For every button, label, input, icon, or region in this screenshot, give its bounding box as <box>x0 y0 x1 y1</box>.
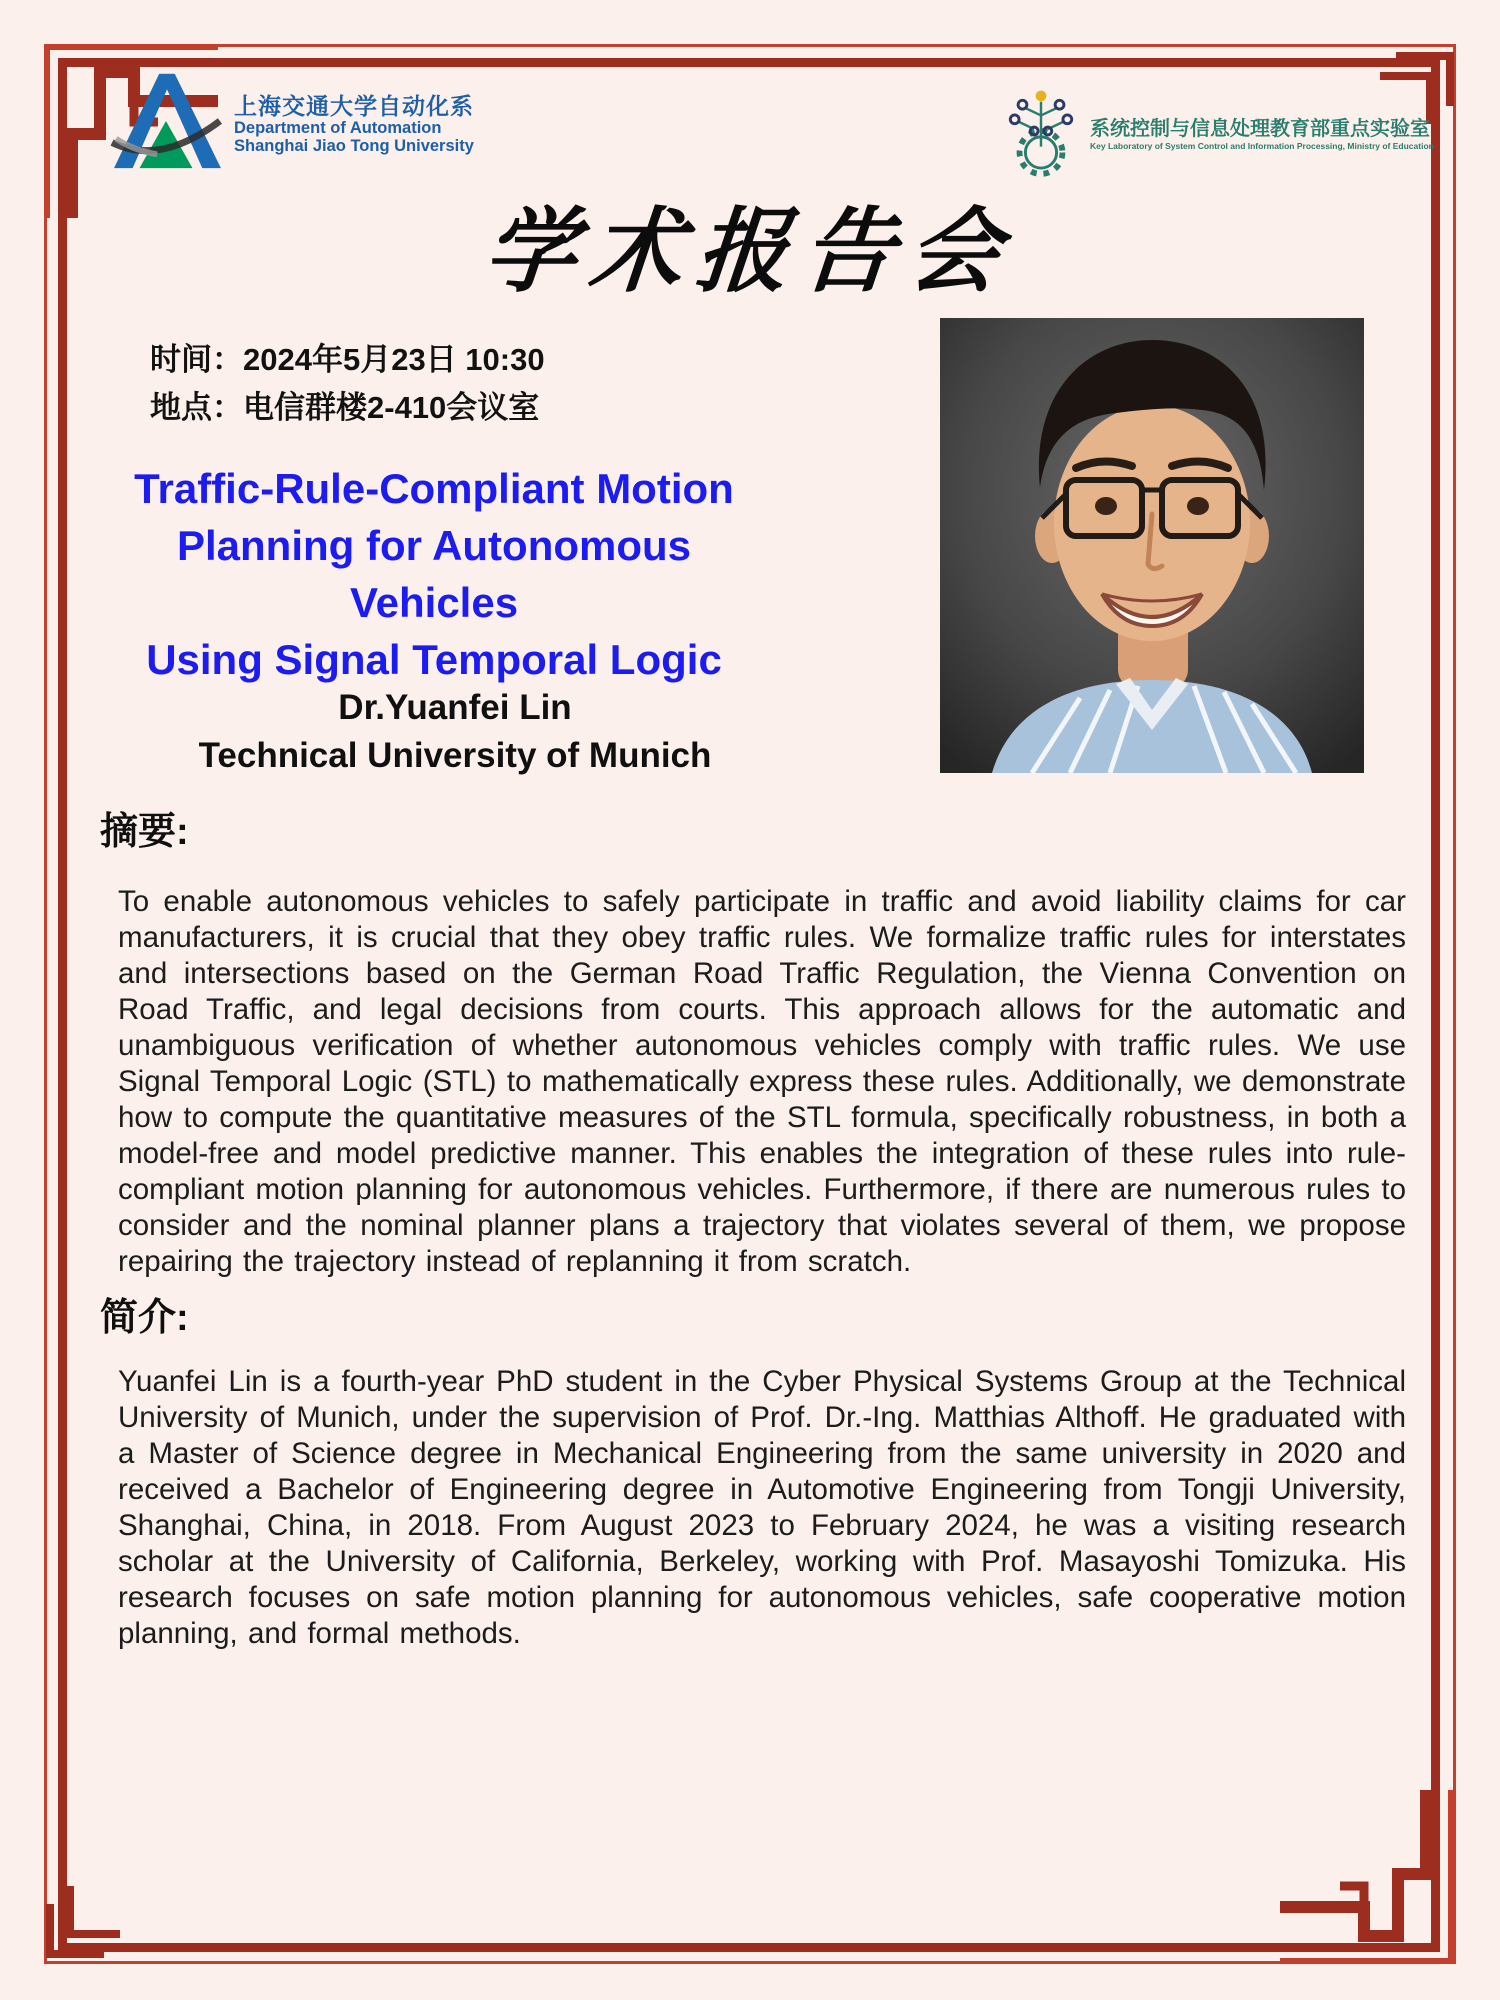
abstract-heading: 摘要: <box>100 811 189 853</box>
greek-key-corner-bottom-right <box>1278 1788 1468 1978</box>
speaker-block <box>130 684 780 780</box>
title-line: Using Signal Temporal Logic <box>146 636 722 683</box>
event-info <box>150 336 545 432</box>
time-value: 2024年5月23日 10:30 <box>243 342 545 377</box>
abstract-text: To enable autonomous vehicles to safely participate in traffic and avoid liability claims for car manufacturers, it is crucial that they obey traffic rules. We formalize traffic rules for interstates and intersections based on the German Road Traffic Regulation, the Vienna Convention on Road Traffic, and legal decisions from courts. This approach allows for the automatic and unambiguous verification of whether autonomous vehicles comply with traffic rules. We use Signal Temporal Logic (STL) to mathematically express these rules. Additionally, we demonstrate how to compute the quantitative measures of the STL formula, specifically robustness, in both a model-free and model predictive manner. This enables the integration of these rules into rule-compliant motion planning for autonomous vehicles. Furthermore, if there are numerous rules to consider and the nominal planner plans a trajectory that violates several of them, we propose repairing the trajectory instead of replanning it from scratch. <box>118 885 1406 1278</box>
sjtu-automation-logo <box>106 70 474 177</box>
time-label: 时间： <box>150 342 243 377</box>
place-value: 电信群楼2-410会议室 <box>243 390 540 425</box>
step-corner-bottom-left <box>46 1880 130 1964</box>
key-lab-logo <box>1002 86 1434 183</box>
speaker-photo <box>940 318 1364 773</box>
event-place-row <box>150 384 545 432</box>
sjtu-univ-name-en: Shanghai Jiao Tong University <box>234 136 474 155</box>
place-label: 地点： <box>150 390 243 425</box>
talk-title <box>112 460 756 688</box>
speaker-affiliation: Technical University of Munich <box>198 736 712 775</box>
title-line: Traffic-Rule-Compliant Motion <box>134 465 734 512</box>
circuit-tree-gear-icon <box>1002 86 1080 183</box>
bio-heading: 简介: <box>100 1297 189 1339</box>
sjtu-dept-name-cn: 上海交通大学自动化系 <box>234 92 474 119</box>
sjtu-dept-name-en: Department of Automation <box>234 118 442 137</box>
poster-title: 学术报告会 <box>479 197 1020 305</box>
event-time-row <box>150 336 545 384</box>
title-line: Planning for Autonomous Vehicles <box>176 522 692 626</box>
speaker-name: Dr.Yuanfei Lin <box>338 688 572 727</box>
key-lab-name-en: Key Laboratory of System Control and Information Processing, Ministry of Education <box>1090 141 1434 151</box>
bio-text: Yuanfei Lin is a fourth-year PhD student in the Cyber Physical Systems Group at the Technical University of Munich, under the supervision of Prof. Dr.-Ing. Matthias Althoff. He graduated with a Master of Science degree in Mechanical Engineering from the same university in 2020 and received a Bachelor of Engineering degree in Automotive Engineering from Tongji University, Shanghai, China, in 2018. From August 2023 to February 2024, he was a visiting research scholar at the University of California, Berkeley, working with Prof. Masayoshi Tomizuka. His research focuses on safe motion planning for autonomous vehicles, safe cooperative motion planning, and formal methods. <box>118 1365 1406 1650</box>
key-lab-name-cn: 系统控制与信息处理教育部重点实验室 <box>1090 118 1430 140</box>
sjtu-triangle-A-icon <box>106 70 224 177</box>
